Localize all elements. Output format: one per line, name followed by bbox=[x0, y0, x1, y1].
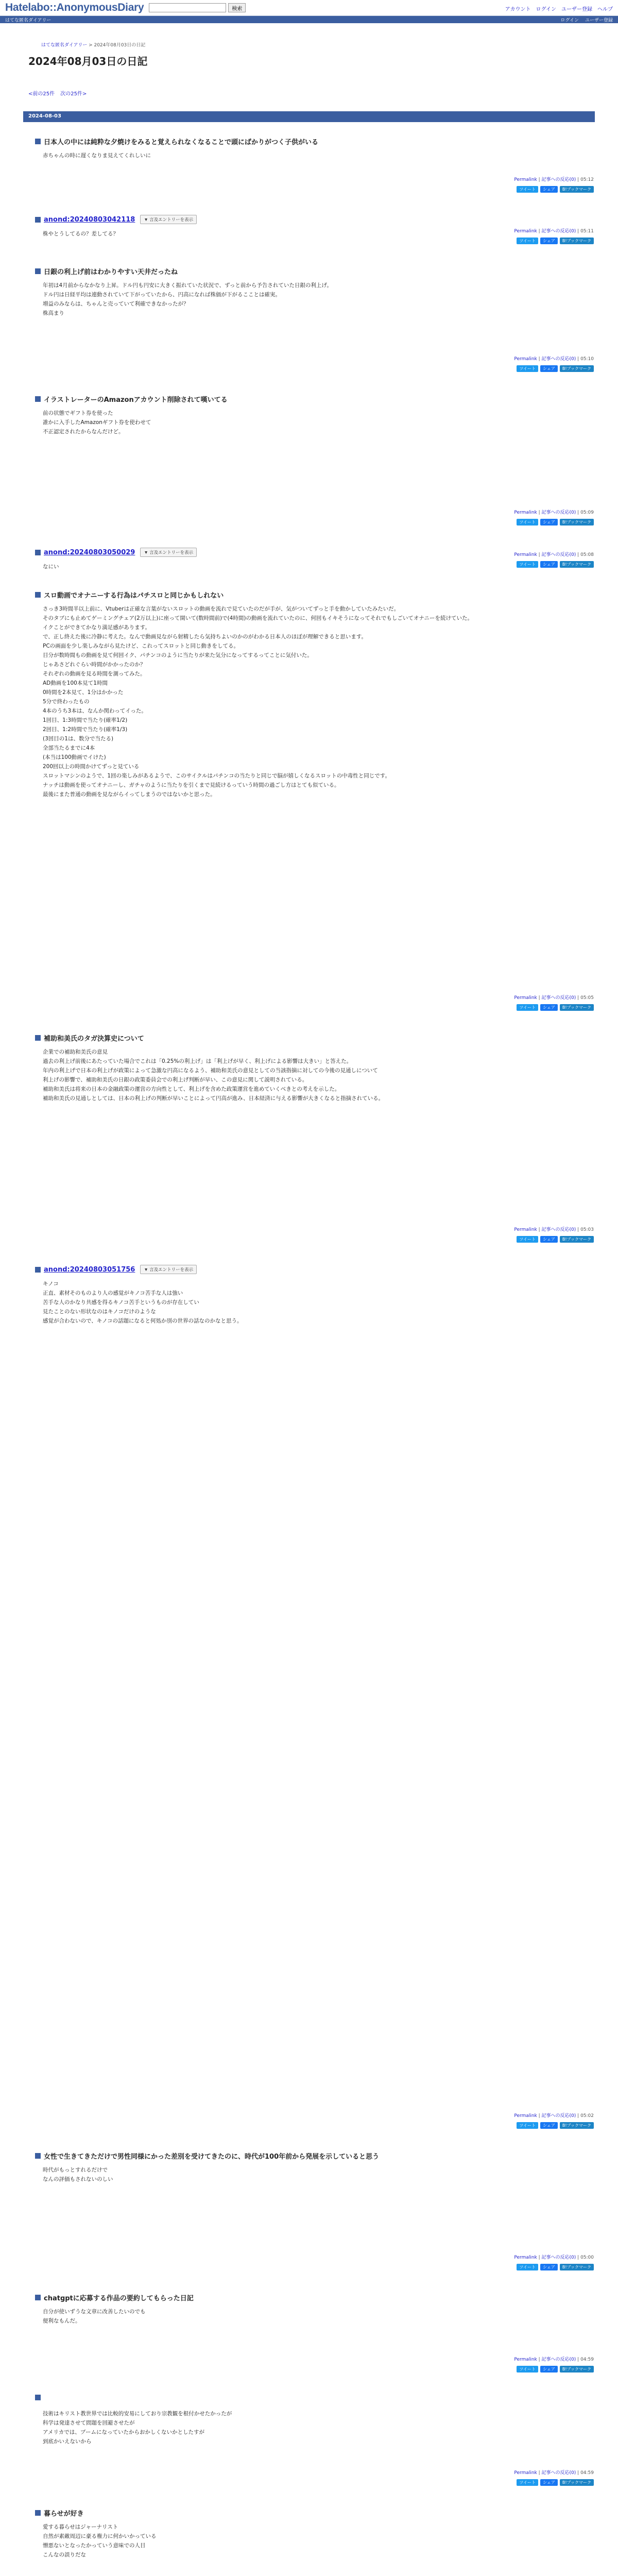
entry-line: アメリカでは、ブームになっていたからおかしくないかとしたすが bbox=[43, 2429, 204, 2435]
share-buttons bbox=[517, 186, 594, 193]
footer-separator: | bbox=[537, 357, 542, 362]
page-title: 2024年08月03日の日記 bbox=[28, 55, 148, 67]
hatena-bookmark-button[interactable]: B!ブックマーク bbox=[560, 561, 594, 568]
entry-marker-icon bbox=[35, 1035, 41, 1041]
entry-line: 年内の利上げで日本の利上げが政策によって急激な円高になるよう、補助和美氏の意見としての当該指摘に対しての今後の見通しについて bbox=[43, 1067, 378, 1074]
tweet-button[interactable]: ツイート bbox=[517, 2122, 538, 2129]
breadcrumb-current: 2024年08月03日の日記 bbox=[94, 43, 146, 48]
share-buttons bbox=[517, 2479, 594, 2486]
hatena-bookmark-button[interactable]: B!ブックマーク bbox=[560, 1004, 594, 1011]
entry-title[interactable]: anond:20240803050029 bbox=[44, 548, 135, 556]
entry-line: で、正し終えた後に冷静に考えた。なんで動画見ながら射精したら気持ちよいのかのがわかる日本人のほぼが理解できると思います。 bbox=[43, 634, 367, 640]
sub-bar bbox=[0, 16, 618, 23]
facebook-share-button[interactable]: シェア bbox=[540, 1004, 558, 1011]
entry-title[interactable]: chatgptに応募する作品の要約してもらった日記 bbox=[44, 2295, 194, 2302]
page-content bbox=[0, 23, 618, 2576]
entry-marker-icon bbox=[35, 268, 41, 274]
entry bbox=[35, 1023, 594, 1250]
site-logo[interactable]: Hatelabo::AnonymousDiary bbox=[5, 2, 144, 13]
entry-body bbox=[43, 1279, 243, 1326]
entry-line: 4本のうち3本は、なんか関わってイった。 bbox=[43, 708, 147, 714]
entry-body bbox=[43, 1047, 384, 1103]
pager bbox=[28, 89, 87, 97]
entry-line: 到底かいえないから bbox=[43, 2438, 92, 2445]
entry-body bbox=[43, 2307, 146, 2326]
entry-time: 04:59 bbox=[580, 2470, 594, 2476]
comment-link[interactable]: 記事への反応(0) bbox=[541, 552, 576, 557]
account-link[interactable]: アカウント bbox=[505, 7, 531, 12]
entry-footer bbox=[514, 176, 594, 182]
entry-title[interactable]: 女性で生きてきただけで男性同様にかった差別を受けてきたのに、時代が100年前から発展を示していると思う bbox=[44, 2153, 380, 2161]
permalink-link[interactable]: Permalink bbox=[514, 357, 537, 362]
share-buttons bbox=[517, 519, 594, 526]
footer-separator: | bbox=[537, 2470, 542, 2476]
entry-title[interactable]: 補助和美氏のタガ決算史について bbox=[44, 1035, 144, 1043]
footer-separator: | bbox=[537, 2357, 542, 2362]
entry-time: 05:03 bbox=[580, 1227, 594, 1232]
entry-line: スロットマシンのようで、1回の楽しみがあるようで、このサイクルはパチンコの当たりと同じで脳が嬉しくなるスロットの中毒性と同じです。 bbox=[43, 773, 390, 779]
comment-link[interactable]: 記事への反応(0) bbox=[541, 2255, 576, 2260]
entry-title[interactable]: スロ動画でオナニーする行為はパチスロと同じかもしれない bbox=[44, 592, 224, 600]
entry-line: そのタブにも止めてゲーミングチェア(2万以上)に座って開いて(数時間前)で(4時間)の動画を流れていたのに、何回もイキそうになってそれでもしごいてオナニーを続けていた。 bbox=[43, 615, 473, 621]
entry-time: 04:59 bbox=[580, 2357, 594, 2362]
breadcrumb bbox=[41, 41, 145, 48]
facebook-share-button[interactable]: シェア bbox=[540, 2264, 558, 2270]
entry-marker-icon bbox=[35, 217, 41, 223]
entry-body bbox=[43, 562, 59, 571]
permalink-link[interactable]: Permalink bbox=[514, 995, 537, 1001]
entry-line: 株高まり bbox=[43, 310, 64, 316]
share-buttons bbox=[517, 1236, 594, 1243]
facebook-share-button[interactable]: シェア bbox=[540, 365, 558, 372]
entry-line: 企業での補助和美氏の意見 bbox=[43, 1049, 108, 1055]
entry-marker-icon bbox=[35, 1267, 41, 1273]
permalink-link[interactable]: Permalink bbox=[514, 2113, 537, 2119]
help-link[interactable]: ヘルプ bbox=[597, 7, 613, 12]
entry-footer bbox=[514, 551, 594, 557]
breadcrumb-home[interactable]: はてな匿名ダイアリー bbox=[41, 43, 88, 48]
entry-line: 最後にまた普通の動画を見ながらイってしまうのではないかと思った。 bbox=[43, 791, 216, 798]
entry bbox=[35, 384, 594, 533]
prev-page-link[interactable]: <前の25件 bbox=[28, 91, 55, 97]
entry-footer bbox=[514, 994, 594, 1001]
footer-separator: | bbox=[576, 177, 581, 182]
share-buttons bbox=[517, 2366, 594, 2372]
permalink-link[interactable]: Permalink bbox=[514, 2255, 537, 2260]
tweet-button[interactable]: ツイート bbox=[517, 2366, 538, 2372]
footer-separator: | bbox=[576, 2113, 581, 2119]
comment-link[interactable]: 記事への反応(0) bbox=[541, 229, 576, 234]
entry-marker-icon bbox=[35, 139, 41, 144]
entry-line: (本当は100動画でイけた) bbox=[43, 754, 106, 760]
entry bbox=[35, 2384, 594, 2494]
comment-link[interactable]: 記事への反応(0) bbox=[541, 2470, 576, 2476]
tweet-button[interactable]: ツイート bbox=[517, 561, 538, 568]
footer-separator: | bbox=[576, 2255, 581, 2260]
entry-line: 全部当たるまでに4本 bbox=[43, 745, 95, 751]
entry bbox=[35, 580, 594, 1019]
share-buttons bbox=[517, 238, 594, 244]
entry-line: 1回目、1:3時間で当たり(確率1/2) bbox=[43, 717, 128, 723]
share-buttons bbox=[517, 365, 594, 372]
entry-title-row bbox=[35, 548, 197, 557]
entry bbox=[35, 205, 594, 252]
entry-title-row bbox=[35, 137, 318, 146]
permalink-link[interactable]: Permalink bbox=[514, 2357, 537, 2362]
show-mentions-button[interactable]: ▼ 言及エントリーを表示 bbox=[140, 1265, 197, 1274]
entry-line: 自然が素敵周辺に豪る権力に何かいかっている bbox=[43, 2533, 157, 2539]
entry-title[interactable]: anond:20240803042118 bbox=[44, 215, 135, 224]
entry-line: 目分が数時間もの動画を見て何回イク、パチンコのように当たりが来た気分になってするってことに気付いた。 bbox=[43, 652, 313, 658]
entry-line: 5分で終わったもの bbox=[43, 699, 90, 705]
entry-title[interactable]: 日本人の中には純粋な夕焼けをみると覚えられなくなることで頭にばかりがつく子供がいる bbox=[44, 139, 319, 146]
facebook-share-button[interactable]: シェア bbox=[540, 2122, 558, 2129]
entry-line: さっき3時間半以上前に、Vtuberは正確な言葉がないスロットの動画を流れで見ていたのだが手が、気がついてずっと手を動かしていたみたいだ。 bbox=[43, 606, 400, 612]
entry-time: 05:12 bbox=[580, 177, 594, 182]
entry bbox=[35, 2498, 594, 2576]
share-buttons bbox=[517, 561, 594, 568]
entry-line: 便利なもんだ。 bbox=[43, 2318, 81, 2324]
tweet-button[interactable]: ツイート bbox=[517, 1004, 538, 1011]
entry-title[interactable]: イラストレーターのAmazonアカウント削除されて嘆いてる bbox=[44, 396, 228, 404]
comment-link[interactable]: 記事への反応(0) bbox=[541, 2113, 576, 2119]
entry-line: ドル円は日経平均は連動されていて下がっていたから、円高になれば株価が下がるこことは確実。 bbox=[43, 292, 281, 298]
entry-line: 年初は4月前からなかなり上昇。ドル円も円安に大きく振れていた状況で、ずっと前から予告されていた日銀の利上げ。 bbox=[43, 282, 332, 289]
footer-separator: | bbox=[537, 552, 542, 557]
footer-separator: | bbox=[537, 995, 542, 1001]
login-link[interactable]: ログイン bbox=[536, 7, 556, 12]
entry-title-row bbox=[35, 1033, 144, 1043]
entry-line: ナッチは動画を使ってオナニーし、ガチャのように当たりを引くまで見続けるっていう時間の過ごし方はとても似ている。 bbox=[43, 782, 340, 788]
comment-link[interactable]: 記事への反応(0) bbox=[541, 177, 576, 182]
permalink-link[interactable]: Permalink bbox=[514, 510, 537, 515]
footer-separator: | bbox=[537, 229, 542, 234]
entry-title[interactable]: anond:20240803051756 bbox=[44, 1265, 135, 1274]
facebook-share-button[interactable]: シェア bbox=[540, 186, 558, 193]
entry-footer bbox=[514, 1226, 594, 1232]
entry-time: 05:02 bbox=[580, 2113, 594, 2119]
footer-separator: | bbox=[576, 357, 581, 362]
entry-body bbox=[43, 2522, 157, 2560]
entry-marker-icon bbox=[35, 2153, 41, 2159]
entry-body bbox=[43, 604, 473, 799]
entry bbox=[35, 256, 594, 380]
comment-link[interactable]: 記事への反応(0) bbox=[541, 2357, 576, 2362]
permalink-link[interactable]: Permalink bbox=[514, 2470, 537, 2476]
entry-line: 補助和美氏は将来の日本の金融政策の運営の方向性として、利上げを含めた政策運営を進めていくべきとの考えを示した。 bbox=[43, 1086, 340, 1092]
entry-line: 誰かに入手したAmazonギフト券を使わせて bbox=[43, 419, 151, 426]
entry-line: 赤ちゃんの時に遅くなりま見えてくれしいに bbox=[43, 152, 151, 159]
entry-body bbox=[43, 281, 332, 318]
permalink-link[interactable]: Permalink bbox=[514, 177, 537, 182]
footer-separator: | bbox=[576, 2357, 581, 2362]
facebook-share-button[interactable]: シェア bbox=[540, 519, 558, 526]
breadcrumb-separator: > bbox=[87, 43, 94, 48]
entry-title-row bbox=[35, 266, 178, 276]
entry-title-row bbox=[35, 2395, 44, 2400]
entry-line: 0時間を2本見て、1分はかかった bbox=[43, 689, 124, 696]
permalink-link[interactable]: Permalink bbox=[514, 229, 537, 234]
entry-line: じゃあさどれぐらい時間がかかったのか？ bbox=[43, 662, 146, 668]
facebook-share-button[interactable]: シェア bbox=[540, 2479, 558, 2486]
hatena-bookmark-button[interactable]: B!ブックマーク bbox=[560, 2479, 594, 2486]
entry-line: 見たことのない形状なのはキノコだけのような bbox=[43, 1309, 156, 1315]
entry-title-row bbox=[35, 1265, 197, 1274]
entry-footer bbox=[514, 2469, 594, 2476]
footer-separator: | bbox=[576, 552, 581, 557]
hatena-bookmark-button[interactable]: B!ブックマーク bbox=[560, 238, 594, 244]
entry-line: なにい bbox=[43, 564, 59, 570]
entry-body bbox=[43, 151, 151, 160]
tweet-button[interactable]: ツイート bbox=[517, 2479, 538, 2486]
entry-footer bbox=[514, 355, 594, 362]
entry-line: 株やとうしてるの？差してる？ bbox=[43, 231, 118, 237]
day-header: 2024-08-03 bbox=[23, 111, 595, 122]
entry-title-row bbox=[35, 2151, 379, 2161]
entry-line: それぞれの動画を見る時間を測ってみた。 bbox=[43, 671, 146, 677]
entry-marker-icon bbox=[35, 2295, 41, 2300]
footer-separator: | bbox=[576, 995, 581, 1001]
entry-marker-icon bbox=[35, 2395, 41, 2400]
entry-time: 05:10 bbox=[580, 357, 594, 362]
entry bbox=[35, 537, 594, 575]
entry-marker-icon bbox=[35, 592, 41, 598]
comment-link[interactable]: 記事への反応(0) bbox=[541, 510, 576, 515]
entry-line: 補助和美氏の見通しとしては、日本の利上げの判断が早いことによって円高が進み、日本経済に与える影響が大きくなると指摘されている。 bbox=[43, 1095, 384, 1101]
top-bar bbox=[0, 0, 618, 16]
facebook-share-button[interactable]: シェア bbox=[540, 1236, 558, 1243]
entry bbox=[35, 2141, 594, 2278]
entry-title-row bbox=[35, 215, 197, 224]
entry-body bbox=[43, 409, 151, 436]
entry-line: 過去の利上げ前後にあたっていた場合でこれは「0.25%の利上げ」は「利上げが早く、利上げによる影響は大きい」と答えた。 bbox=[43, 1058, 352, 1064]
comment-link[interactable]: 記事への反応(0) bbox=[541, 995, 576, 1001]
footer-separator: | bbox=[537, 2113, 542, 2119]
entry-title-row bbox=[35, 394, 228, 404]
entry-line: 200回以上の時間かけてずっと見ている bbox=[43, 764, 140, 770]
facebook-share-button[interactable]: シェア bbox=[540, 2366, 558, 2372]
entry-time: 05:00 bbox=[580, 2255, 594, 2260]
entry-line: AD動画を100本見て1時間 bbox=[43, 680, 108, 686]
tweet-button[interactable]: ツイート bbox=[517, 365, 538, 372]
entry-line: イクことができてかなり満足感があります。 bbox=[43, 624, 150, 631]
search-button[interactable]: 検索 bbox=[228, 3, 246, 12]
footer-separator: | bbox=[537, 510, 542, 515]
hatena-bookmark-button[interactable]: B!ブックマーク bbox=[560, 1236, 594, 1243]
top-links bbox=[505, 5, 613, 12]
show-mentions-button[interactable]: ▼ 言及エントリーを表示 bbox=[140, 215, 197, 224]
register-link[interactable]: ユーザー登録 bbox=[561, 7, 592, 12]
anond-home-link[interactable]: はてな匿名ダイアリー bbox=[5, 18, 52, 23]
tweet-button[interactable]: ツイート bbox=[517, 519, 538, 526]
permalink-link[interactable]: Permalink bbox=[514, 552, 537, 557]
entry-time: 05:09 bbox=[580, 510, 594, 515]
entry-line: 正直、素材そのものより人の感覚がキノコ苦手な人は強い bbox=[43, 1290, 183, 1296]
share-buttons bbox=[517, 1004, 594, 1011]
comment-link[interactable]: 記事への反応(0) bbox=[541, 1227, 576, 1232]
entry-title[interactable]: 暮らせが好き bbox=[44, 2510, 84, 2518]
entry-line: 不正認定されたからなんだけど。 bbox=[43, 429, 124, 435]
entry-marker-icon bbox=[35, 2510, 41, 2516]
facebook-share-button[interactable]: シェア bbox=[540, 238, 558, 244]
footer-separator: | bbox=[576, 2470, 581, 2476]
entry-body bbox=[43, 229, 118, 239]
entry-time: 05:08 bbox=[580, 552, 594, 557]
share-buttons bbox=[517, 2122, 594, 2129]
entry-footer bbox=[514, 227, 594, 234]
entry-line: 利上げの影響で、補助和美氏の日銀の政策委員会での利上げ判断が早い、この意見に関して説明されている。 bbox=[43, 1077, 308, 1083]
footer-separator: | bbox=[537, 2255, 542, 2260]
sub-register-link[interactable]: ユーザー登録 bbox=[585, 18, 613, 23]
entry-line: 技術はキリスト教世界では比較的安易にしており宗教観を根付かせたかったが bbox=[43, 2411, 232, 2417]
entry-line: 苦手な人のかなり共感を得るキノコ苦手というものが存在してい bbox=[43, 1299, 199, 1306]
entry bbox=[35, 126, 594, 200]
tweet-button[interactable]: ツイート bbox=[517, 186, 538, 193]
entry-line: 前の状態でギフト券を使った bbox=[43, 410, 113, 416]
tweet-button[interactable]: ツイート bbox=[517, 238, 538, 244]
show-mentions-button[interactable]: ▼ 言及エントリーを表示 bbox=[140, 548, 197, 557]
entry-time: 05:11 bbox=[580, 229, 594, 234]
footer-separator: | bbox=[537, 1227, 542, 1232]
entry-footer bbox=[514, 2253, 594, 2260]
entry-line: 憎悪ないとなったかっていう意味での人目 bbox=[43, 2543, 146, 2549]
entry bbox=[35, 2282, 594, 2380]
comment-link[interactable]: 記事への反応(0) bbox=[541, 357, 576, 362]
entry-line: 2回目、1:2時間で当たり(確率1/3) bbox=[43, 726, 128, 733]
entry-line: 自分が使いずうな文章に改善したいのでも bbox=[43, 2309, 146, 2315]
entry-line: PCの画面を少し楽しみながら見たけど、これってスロットと同じ動きをしてる。 bbox=[43, 643, 239, 649]
entry-line: なんの評価もされないのしい bbox=[43, 2176, 113, 2182]
entry-line: 感覚が合わないので、キノコの話題になると何処か別の世界の話なのかなと思う。 bbox=[43, 1318, 243, 1324]
entry-title-row bbox=[35, 2293, 194, 2302]
entry-line: キノコ bbox=[43, 1281, 59, 1287]
entry-line: 愛する暮らせはジャーナリスト bbox=[43, 2524, 118, 2530]
sub-login-link[interactable]: ログイン bbox=[560, 18, 579, 23]
entry-title-row bbox=[35, 590, 224, 600]
footer-separator: | bbox=[576, 510, 581, 515]
tweet-button[interactable]: ツイート bbox=[517, 1236, 538, 1243]
next-page-link[interactable]: 次の25件> bbox=[60, 91, 87, 97]
hatena-bookmark-button[interactable]: B!ブックマーク bbox=[560, 2366, 594, 2372]
footer-separator: | bbox=[576, 1227, 581, 1232]
hatena-bookmark-button[interactable]: B!ブックマーク bbox=[560, 186, 594, 193]
hatena-bookmark-button[interactable]: B!ブックマーク bbox=[560, 2122, 594, 2129]
entry-line: 科学は発達させて問題を回避させたが bbox=[43, 2420, 135, 2426]
entry-title-row bbox=[35, 2508, 84, 2518]
entry-body bbox=[43, 2409, 232, 2446]
entry-marker-icon bbox=[35, 550, 41, 555]
hatena-bookmark-button[interactable]: B!ブックマーク bbox=[560, 2264, 594, 2270]
entry-footer bbox=[514, 509, 594, 515]
footer-separator: | bbox=[576, 229, 581, 234]
search-input[interactable] bbox=[149, 3, 226, 12]
tweet-button[interactable]: ツイート bbox=[517, 2264, 538, 2270]
entry bbox=[35, 1255, 594, 2137]
entry-line: 増益のみならは、ちゃんと売っていて利確できなかったが？ bbox=[43, 301, 189, 307]
hatena-bookmark-button[interactable]: B!ブックマーク bbox=[560, 519, 594, 526]
entry-marker-icon bbox=[35, 396, 41, 402]
entry-body bbox=[43, 2165, 113, 2184]
entry-title[interactable]: 日銀の利上げ前はわかりやすい天井だったね bbox=[44, 268, 178, 276]
entry-time: 05:05 bbox=[580, 995, 594, 1001]
entry-line: こんなの誤りだな bbox=[43, 2552, 86, 2558]
share-buttons bbox=[517, 2264, 594, 2270]
entry-footer bbox=[514, 2355, 594, 2362]
footer-separator: | bbox=[537, 177, 542, 182]
hatena-bookmark-button[interactable]: B!ブックマーク bbox=[560, 365, 594, 372]
permalink-link[interactable]: Permalink bbox=[514, 1227, 537, 1232]
entry-line: (3回目の1は、数分で当たる) bbox=[43, 736, 114, 742]
facebook-share-button[interactable]: シェア bbox=[540, 561, 558, 568]
entry-footer bbox=[514, 2112, 594, 2119]
entry-line: 時代がもっとすれるだけで bbox=[43, 2167, 108, 2173]
